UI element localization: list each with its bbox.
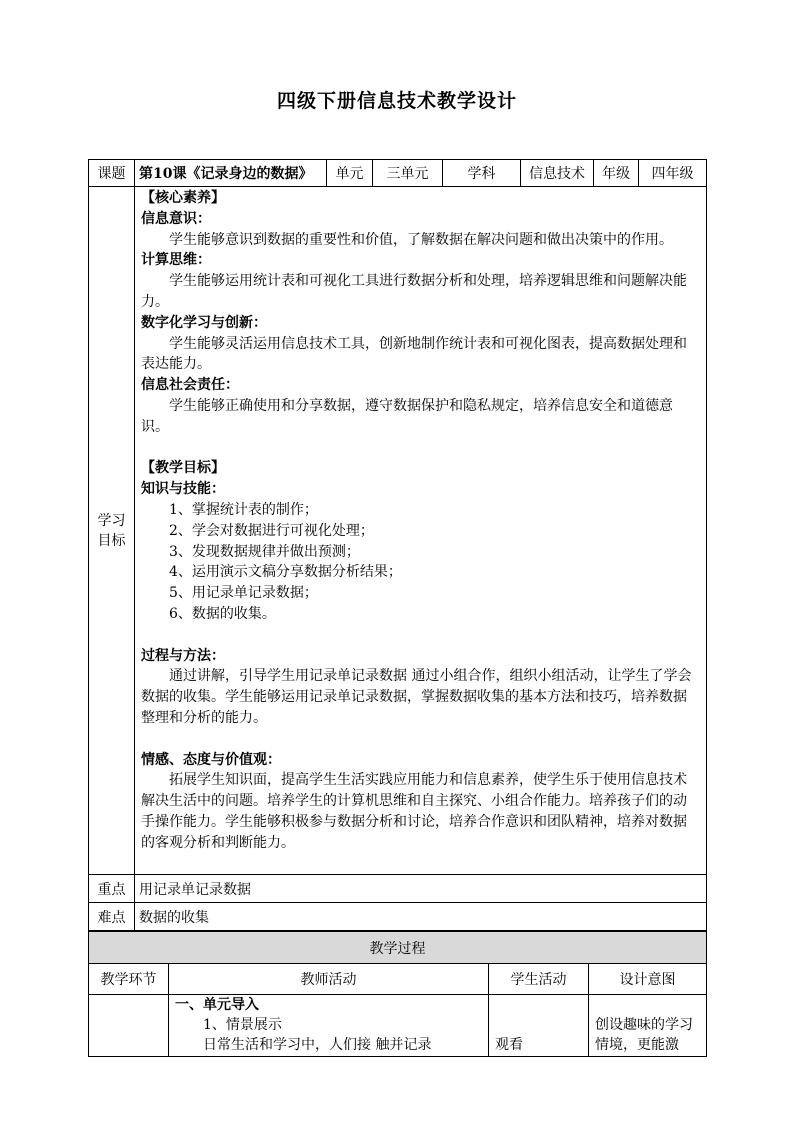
social-text: 学生能够正确使用和分享数据，遵守数据保护和隐私规定，培养信息安全和道德意识。 (141, 397, 673, 435)
lesson-info-table (88, 159, 707, 931)
spacer (141, 625, 700, 646)
teacher-activity-title: 一、单元导入 (175, 997, 259, 1013)
col-stage: 教学环节 (89, 964, 169, 995)
document-title: 四级下册信息技术教学设计 (276, 90, 517, 112)
difficult-point-text: 数据的收集 (135, 903, 707, 931)
goals-label-line1: 学习 (97, 512, 126, 529)
header-row (89, 160, 707, 187)
grade-label: 年级 (594, 160, 639, 187)
unit-label: 单元 (327, 160, 373, 187)
process-title: 过程与方法： (141, 647, 225, 664)
emotion-title: 情感、态度与价值观： (141, 751, 281, 768)
teaching-heading: 【教学目标】 (141, 460, 225, 477)
info-awareness-text: 学生能够意识到数据的重要性和价值，了解数据在解决问题和做出决策中的作用。 (169, 231, 673, 248)
goals-label-line2: 目标 (97, 532, 126, 549)
process-columns-row (89, 964, 707, 995)
difficult-point-label: 难点 (89, 903, 135, 931)
emotion-text: 拓展学生知识面，提高学生生活实践应用能力和信息素养，使学生乐于使用信息技术解决生活中的问题。培养学生的计算机思维和自主探究、小组合作能力。培养孩子们的动手操作能力。学生能够积极参与数据分析和讨论，培养合作意识和团队精神，培养对数据的客观分析和判断能力。 (141, 772, 687, 851)
core-heading: 【核心素养】 (141, 190, 225, 206)
spacer (141, 438, 700, 459)
process-text: 通过讲解，引导学生用记录单记录数据 通过小组合作，组织小组活动，让学生了学会数据的收集。学生能够运用记录单记录数据，掌握数据收集的基本方法和技巧，培养数据整理和分析的能力。 (141, 668, 692, 726)
digital-title: 数字化学习与创新： (141, 314, 267, 331)
computational-title: 计算思维： (141, 252, 211, 269)
teacher-activity-cell (169, 995, 489, 1057)
topic-label: 课题 (89, 160, 135, 187)
difficult-point-row (89, 903, 707, 931)
key-point-text: 用记录单记录数据 (135, 875, 707, 903)
key-point-label: 重点 (89, 875, 135, 903)
teacher-activity-sub: 1、情景展示 (203, 1017, 282, 1033)
social-title: 信息社会责任： (141, 377, 239, 394)
info-awareness-title: 信息意识： (141, 210, 211, 227)
knowledge-item: 1、掌握统计表的制作； (169, 501, 318, 518)
process-row-1 (89, 995, 707, 1057)
teaching-process-table (88, 931, 707, 1057)
key-point-row (89, 875, 707, 903)
col-student: 学生活动 (489, 964, 589, 995)
unit-value: 三单元 (373, 160, 443, 187)
digital-text: 学生能够灵活运用信息技术工具，创新地制作统计表和可视化图表，提高数据处理和表达能力。 (141, 335, 687, 373)
goals-content (135, 187, 707, 875)
knowledge-title: 知识与技能： (141, 481, 225, 498)
knowledge-item: 6、数据的收集。 (169, 605, 276, 622)
student-activity-cell: 观看 (489, 995, 589, 1057)
col-intent: 设计意图 (589, 964, 707, 995)
goals-label (89, 187, 135, 875)
process-heading: 教学过程 (89, 932, 707, 964)
process-heading-row (89, 932, 707, 964)
subject-label: 学科 (443, 160, 521, 187)
knowledge-item: 3、发现数据规律并做出预测； (169, 543, 360, 560)
topic-value: 第10课《记录身边的数据》 (135, 160, 327, 187)
goals-row (89, 187, 707, 875)
grade-value: 四年级 (639, 160, 707, 187)
spacer (141, 729, 700, 750)
knowledge-item: 2、学会对数据进行可视化处理； (169, 522, 374, 539)
knowledge-item: 4、运用演示文稿分享数据分析结果； (169, 564, 402, 581)
computational-text: 学生能够运用统计表和可视化工具进行数据分析和处理，培养逻辑思维和问题解决能力。 (141, 273, 687, 310)
teacher-activity-text: 日常生活和学习中，人们接 触并记录 (203, 1037, 432, 1053)
subject-value: 信息技术 (521, 160, 594, 187)
col-teacher: 教师活动 (169, 964, 489, 995)
stage-cell (89, 995, 169, 1057)
knowledge-item: 5、用记录单记录数据； (169, 585, 318, 602)
intent-cell: 创设趣味的学习情境，更能激 (589, 995, 707, 1057)
